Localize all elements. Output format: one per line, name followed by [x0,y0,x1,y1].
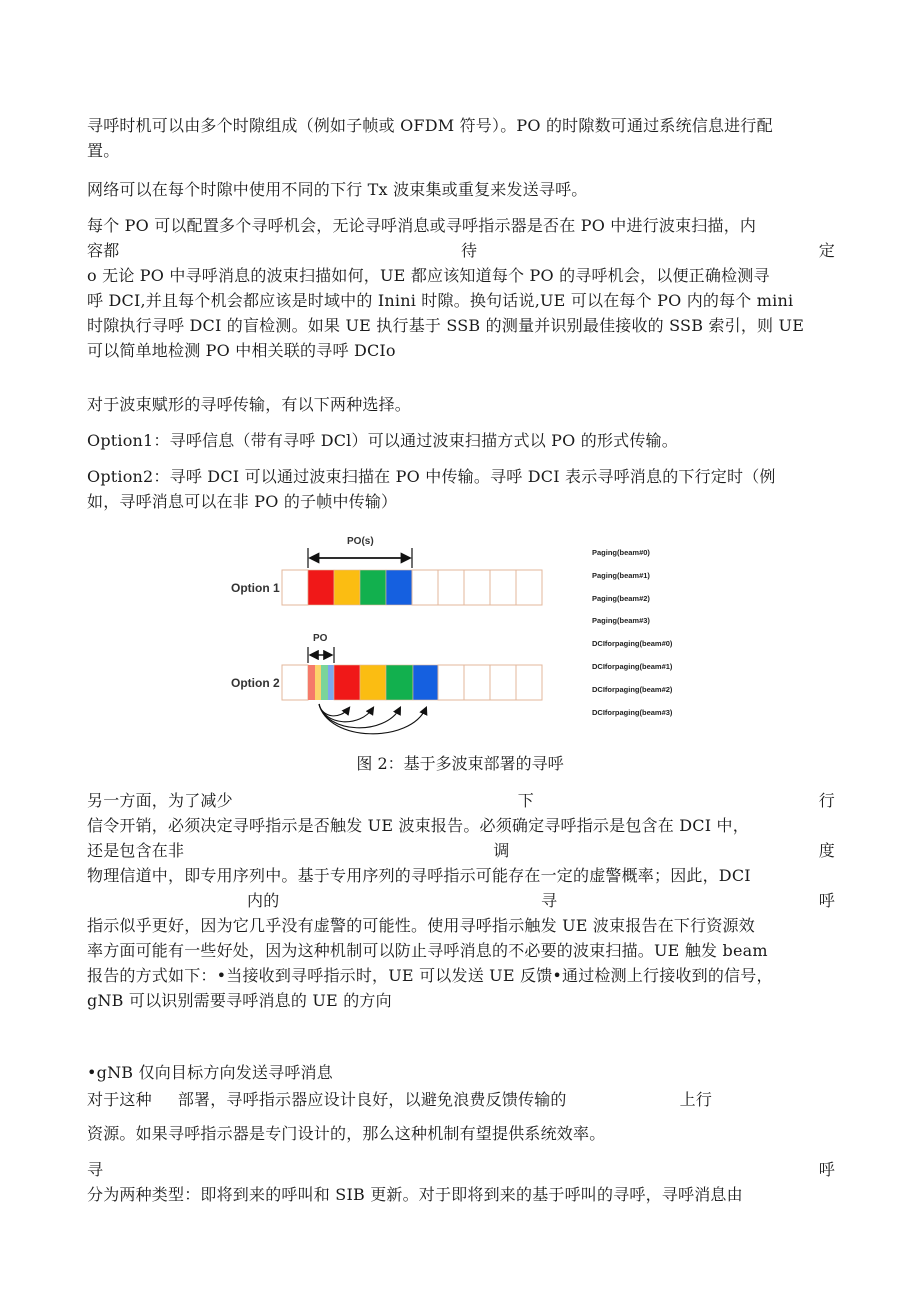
text-fragment: 呼 [818,1160,835,1179]
text-fragment: 寻 [541,891,558,910]
text-fragment: 上行 [679,1090,713,1109]
text-line: 分为两种类型：即将到来的呼叫和 SIB 更新。对于即将到来的基于呼叫的寻呼，寻呼消息由 [87,1185,743,1204]
justified-line [87,838,835,863]
text-fragment: 调 [493,841,510,860]
text-fragment: 另一方面，为了减少 [87,791,233,810]
text-line: 信令开销，必须决定寻呼指示是否触发 UE 波束报告。必须确定寻呼指示是包含在 DCI 中， [87,816,749,835]
text-line: 置。 [87,141,120,160]
text-line: 时隙执行寻呼 DCI 的盲检测。如果 UE 执行基于 SSB 的测量并识别最佳接收的 SSB 索引，则 UE [87,316,805,335]
text-line: 呼 DCI,并且每个机会都应该是时域中的 Inini 时隙。换句话说,UE 可以在每个 PO 内的每个 mini [87,291,794,310]
text-fragment: 容都 [87,241,120,260]
text-line: Option1：寻呼信息（带有寻呼 DCl）可以通过波束扫描方式以 PO 的形式传输。 [87,431,678,450]
text-line: gNB 可以识别需要寻呼消息的 UE 的方向 [87,991,392,1010]
text-line: 如，寻呼消息可以在非 PO 的子帧中传输） [87,492,398,511]
po-bracket [308,647,334,663]
text-line: 报告的方式如下：•当接收到寻呼指示时，UE 可以发送 UE 反馈•通过检测上行接收到的信号， [87,966,773,985]
paragraph-paging-types [87,1157,835,1207]
text-fragment: 行 [818,791,835,810]
paragraph-gnb-direction [87,1060,835,1085]
po-s-label: PO(s) [347,536,374,547]
text-fragment: 呼 [818,891,835,910]
text-fragment: 还是包含在非 [87,841,185,860]
option1-slot-row [282,570,542,605]
text-line: 指示似乎更好，因为它几乎没有虚警的可能性。使用寻呼指示触发 UE 波束报告在下行资源效 [87,916,755,935]
text-line: 资源。如果寻呼指示器是专门设计的，那么这种机制有望提供系统效率。 [87,1124,606,1143]
text-fragment: 定 [818,241,835,260]
text-line: 网络可以在每个时隙中使用不同的下行 Tx 波束集或重复来发送寻呼。 [87,180,588,199]
legend-item: Paging(beam#2) [592,594,650,603]
dci-to-paging-arrows [319,704,426,734]
text-line: •gNB 仅向目标方向发送寻呼消息 [87,1063,333,1082]
option2-slot-row [282,665,542,700]
text-fragment: 寻 [87,1160,104,1179]
legend-item: Paging(beam#0) [592,548,650,557]
legend-item: Paging(beam#3) [592,616,650,625]
justified-line [87,1087,835,1112]
option2-label: Option 2 [231,676,280,690]
po-s-bracket [308,548,412,568]
justified-line [87,888,835,913]
po-label: PO [313,633,328,644]
paragraph-indicator-design [87,1087,835,1146]
text-fragment: 部署，寻呼指示器应设计良好，以避免浪费反馈传输的 [177,1090,567,1109]
legend-item: Paging(beam#1) [592,571,650,580]
justified-line [87,788,835,813]
text-fragment: 对于这种 [87,1090,152,1109]
legend-item: DCIforpaging(beam#1) [592,662,673,671]
text-line: 率方面可能有一些好处，因为这种机制可以防止寻呼消息的不必要的波束扫描。UE 触发 beam [87,941,768,960]
text-fragment: 度 [818,841,835,860]
figure-caption: 图 2：基于多波束部署的寻呼 [356,754,564,773]
text-line: o 无论 PO 中寻呼消息的波束扫描如何，UE 都应该知道每个 PO 的寻呼机会，以便正确检测寻 [87,266,770,285]
legend-item: DCIforpaging(beam#2) [592,685,673,694]
text-fragment: 下 [517,791,534,810]
option1-label: Option 1 [231,581,280,595]
text-line: 物理信道中，即专用序列中。基于专用序列的寻呼指示可能存在一定的虚警概率；因此，DCI [87,866,751,885]
text-line: 对于波束赋形的寻呼传输，有以下两种选择。 [87,395,412,414]
paragraph-signaling-overhead [87,788,835,1013]
text-line: 每个 PO 可以配置多个寻呼机会，无论寻呼消息或寻呼指示器是否在 PO 中进行波束扫描，内 [87,216,757,235]
text-fragment: 内的 [247,891,280,910]
text-fragment: 待 [461,241,478,260]
legend-item: DCIforpaging(beam#3) [592,708,673,717]
justified-line [87,1157,835,1182]
legend-item: DCIforpaging(beam#0) [592,639,673,648]
text-line: 可以简单地检测 PO 中相关联的寻呼 DCIo [87,341,396,360]
text-line: 寻呼时机可以由多个时隙组成（例如子帧或 OFDM 符号）。PO 的时隙数可通过系统信息进行配 [87,116,773,135]
text-line: Option2：寻呼 DCI 可以通过波束扫描在 PO 中传输。寻呼 DCI 表示寻呼消息的下行定时（例 [87,467,776,486]
